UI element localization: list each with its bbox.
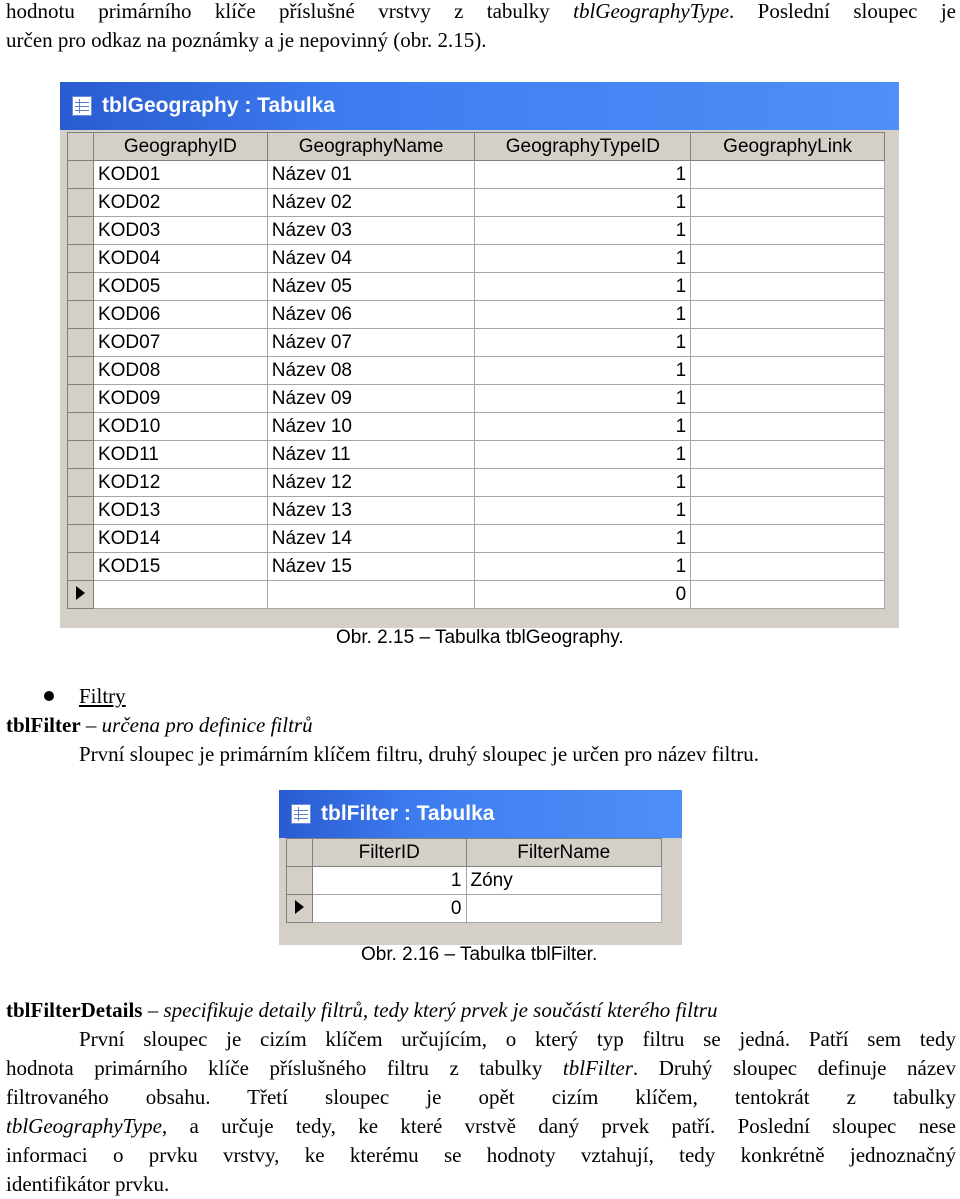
table-cell[interactable]: Název 11 [267, 441, 475, 469]
table-cell[interactable]: Název 15 [267, 553, 475, 581]
filtry-heading: Filtry [79, 684, 126, 708]
table-cell[interactable]: Název 02 [267, 189, 475, 217]
table-cell[interactable]: Název 08 [267, 357, 475, 385]
dash: – [80, 713, 102, 737]
table-cell[interactable]: KOD02 [93, 189, 267, 217]
table-cell[interactable]: 1 [475, 553, 691, 581]
window-title: tblGeography : Tabulka [102, 94, 335, 117]
table-name: tblFilterDetails [6, 998, 143, 1022]
table-cell[interactable] [691, 497, 885, 525]
table-cell[interactable]: KOD01 [93, 161, 267, 189]
row-selector[interactable] [68, 581, 94, 609]
paragraph-line: filtrovaného obsahu. Třetí sloupec je opět cizím klíčem, tentokrát z tabulky [6, 1085, 956, 1109]
paragraph-line: tblGeographyType, a určuje tedy, ke které vrstvě daný prvek patří. Poslední sloupec nese [6, 1114, 956, 1138]
table-row[interactable] [68, 497, 885, 525]
table-cell[interactable]: 1 [312, 867, 466, 895]
intro-text: . Poslední sloupec je [729, 0, 956, 23]
table-cell[interactable]: 0 [475, 581, 691, 609]
table-cell[interactable]: KOD08 [93, 357, 267, 385]
table-cell[interactable]: KOD10 [93, 413, 267, 441]
table-cell[interactable]: KOD06 [93, 301, 267, 329]
table-row[interactable] [68, 553, 885, 581]
table-cell[interactable] [691, 581, 885, 609]
table-cell[interactable] [691, 273, 885, 301]
table-cell[interactable]: KOD07 [93, 329, 267, 357]
table-cell[interactable]: Název 05 [267, 273, 475, 301]
table-cell[interactable] [691, 441, 885, 469]
table-cell[interactable]: KOD09 [93, 385, 267, 413]
table-cell[interactable]: 1 [475, 301, 691, 329]
table-cell[interactable] [691, 245, 885, 273]
table-name: tblFilter [6, 713, 81, 737]
table-row[interactable] [68, 441, 885, 469]
table-cell[interactable]: 1 [475, 357, 691, 385]
table-icon [72, 96, 92, 116]
header-row [68, 133, 885, 161]
record-pointer-icon [76, 586, 85, 600]
table-cell[interactable]: Zóny [466, 867, 662, 895]
table-row[interactable] [68, 329, 885, 357]
row-selector[interactable] [68, 497, 94, 525]
table-row[interactable] [68, 273, 885, 301]
table-cell[interactable]: 1 [475, 441, 691, 469]
table-cell[interactable]: KOD13 [93, 497, 267, 525]
column-header[interactable]: GeographyID [93, 133, 267, 161]
table-cell[interactable]: 1 [475, 385, 691, 413]
row-selector[interactable] [68, 245, 94, 273]
header-row [287, 839, 662, 867]
datasheet-grid[interactable] [67, 132, 885, 609]
table-row[interactable] [68, 357, 885, 385]
paragraph-line: identifikátor prvku. [6, 1172, 170, 1196]
table-row[interactable] [68, 385, 885, 413]
row-selector[interactable] [68, 385, 94, 413]
table-cell[interactable]: Název 04 [267, 245, 475, 273]
window-titlebar[interactable] [279, 790, 682, 838]
table-cell[interactable] [691, 217, 885, 245]
tblfilterdetails-definition [6, 996, 956, 1025]
table-cell[interactable]: Název 09 [267, 385, 475, 413]
row-selector[interactable] [287, 895, 313, 923]
table-cell[interactable] [466, 895, 662, 923]
table-cell[interactable]: KOD15 [93, 553, 267, 581]
table-row[interactable] [287, 867, 662, 895]
table-cell[interactable]: Název 01 [267, 161, 475, 189]
column-header[interactable]: GeographyLink [691, 133, 885, 161]
table-cell[interactable] [691, 161, 885, 189]
row-selector[interactable] [68, 329, 94, 357]
table-cell[interactable]: 0 [312, 895, 466, 923]
tblfilterdetails-paragraph [6, 1025, 956, 1199]
geography-table-window[interactable] [60, 82, 899, 628]
row-selector[interactable] [68, 357, 94, 385]
row-selector[interactable] [68, 525, 94, 553]
figure-caption: Obr. 2.16 – Tabulka tblFilter. [361, 944, 598, 965]
table-row[interactable] [68, 161, 885, 189]
row-selector[interactable] [68, 301, 94, 329]
paragraph-line: První sloupec je cizím klíčem určujícím, o který typ filtru se jedná. Patří sem tedy [79, 1027, 956, 1051]
bullet-icon [44, 691, 54, 701]
table-row[interactable] [68, 525, 885, 553]
table-cell[interactable]: Název 12 [267, 469, 475, 497]
table-row[interactable] [68, 413, 885, 441]
row-selector[interactable] [68, 413, 94, 441]
table-cell[interactable] [691, 329, 885, 357]
table-cell[interactable] [691, 301, 885, 329]
datasheet-grid[interactable] [286, 838, 662, 923]
table-cell[interactable]: KOD04 [93, 245, 267, 273]
dash: – [142, 998, 164, 1022]
table-cell[interactable] [93, 581, 267, 609]
table-cell[interactable] [691, 469, 885, 497]
intro-table-ref: tblGeographyType [573, 0, 730, 23]
filtry-bullet [79, 682, 479, 711]
row-selector[interactable] [68, 217, 94, 245]
table-cell[interactable]: KOD12 [93, 469, 267, 497]
intro-line-2: určen pro odkaz na poznámky a je nepovinný (obr. 2.15). [6, 28, 487, 52]
table-cell[interactable] [691, 413, 885, 441]
table-cell[interactable]: 1 [475, 329, 691, 357]
paragraph-line: informaci o prvku vrstvy, ke kterému se hodnoty vztahují, tedy konkrétně jednoznačný [6, 1143, 956, 1167]
table-cell[interactable]: Název 03 [267, 217, 475, 245]
new-record-row[interactable] [287, 895, 662, 923]
table-cell[interactable] [691, 357, 885, 385]
table-cell[interactable]: Název 10 [267, 413, 475, 441]
table-cell[interactable]: 1 [475, 273, 691, 301]
table-cell[interactable]: KOD05 [93, 273, 267, 301]
table-row[interactable] [68, 301, 885, 329]
table-cell[interactable]: 1 [475, 469, 691, 497]
intro-line-1 [6, 0, 956, 26]
table-cell[interactable]: 1 [475, 525, 691, 553]
paragraph-line: hodnota primárního klíče příslušného filtru z tabulky tblFilter. Druhý sloupec definuje název [6, 1056, 957, 1080]
row-selector[interactable] [68, 161, 94, 189]
table-cell[interactable]: 1 [475, 161, 691, 189]
table-cell[interactable]: KOD03 [93, 217, 267, 245]
intro-text: hodnotu primárního klíče příslušné vrstvy z tabulky [6, 0, 574, 23]
table-row[interactable] [68, 469, 885, 497]
window-titlebar[interactable] [60, 82, 899, 130]
table-cell[interactable]: KOD11 [93, 441, 267, 469]
table-cell[interactable] [691, 385, 885, 413]
table-cell[interactable] [691, 553, 885, 581]
table-row[interactable] [68, 245, 885, 273]
filter-table-window[interactable] [279, 790, 682, 945]
tblfilter-text: První sloupec je primárním klíčem filtru, druhý sloupec je určen pro název filtru. [79, 742, 759, 766]
select-all-corner[interactable] [68, 133, 94, 161]
new-record-row[interactable] [68, 581, 885, 609]
column-header[interactable]: FilterID [312, 839, 466, 867]
table-cell[interactable]: Název 06 [267, 301, 475, 329]
table-cell[interactable] [267, 581, 475, 609]
table-cell[interactable]: 1 [475, 245, 691, 273]
table-cell[interactable] [691, 189, 885, 217]
table-cell[interactable]: Název 14 [267, 525, 475, 553]
table-cell[interactable]: Název 07 [267, 329, 475, 357]
table-row[interactable] [68, 217, 885, 245]
column-header[interactable]: GeographyTypeID [475, 133, 691, 161]
table-description: specifikuje detaily filtrů, tedy který prvek je součástí kterého filtru [163, 998, 718, 1022]
table-cell[interactable]: Název 13 [267, 497, 475, 525]
column-header[interactable]: GeographyName [267, 133, 475, 161]
window-title: tblFilter : Tabulka [321, 802, 495, 825]
table-cell[interactable]: 1 [475, 217, 691, 245]
table-cell[interactable]: KOD14 [93, 525, 267, 553]
intro-paragraph [6, 0, 956, 55]
row-selector[interactable] [68, 469, 94, 497]
table-icon [291, 804, 311, 824]
row-selector[interactable] [68, 553, 94, 581]
table-description: určena pro definice filtrů [101, 713, 313, 737]
figure-caption: Obr. 2.15 – Tabulka tblGeography. [336, 627, 624, 648]
column-header[interactable]: FilterName [466, 839, 662, 867]
row-selector[interactable] [68, 441, 94, 469]
select-all-corner[interactable] [287, 839, 313, 867]
table-cell[interactable]: 1 [475, 497, 691, 525]
row-selector[interactable] [68, 189, 94, 217]
tblfilter-definition [6, 711, 956, 740]
table-cell[interactable]: 1 [475, 189, 691, 217]
table-cell[interactable] [691, 525, 885, 553]
table-cell[interactable]: 1 [475, 413, 691, 441]
row-selector[interactable] [287, 867, 313, 895]
record-pointer-icon [295, 900, 304, 914]
table-row[interactable] [68, 189, 885, 217]
row-selector[interactable] [68, 273, 94, 301]
